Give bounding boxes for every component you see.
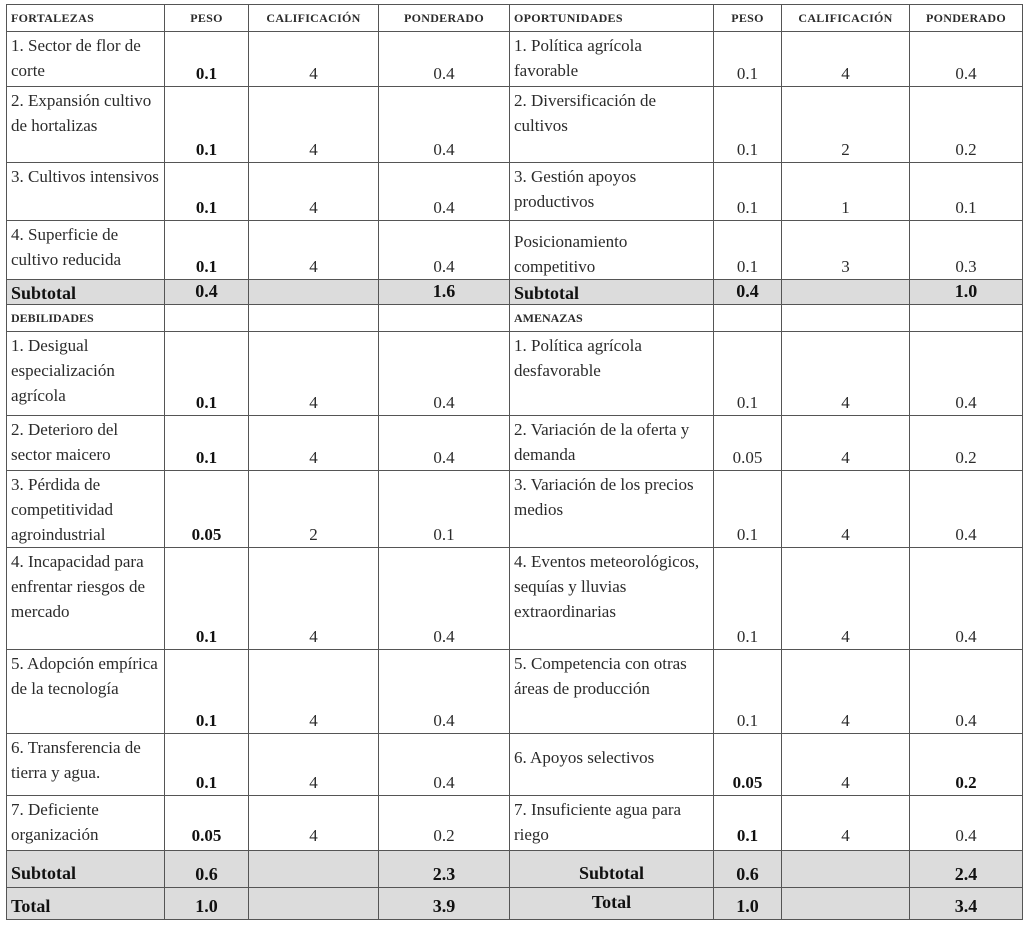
- subtotal-peso: 0.4: [714, 280, 782, 305]
- fortaleza-peso: 0.1: [165, 163, 249, 221]
- oportunidad-label: 2. Diversificación de cultivos: [510, 87, 714, 163]
- amenaza-ponderado: 0.2: [910, 416, 1023, 471]
- debilidad-peso: 0.05: [165, 471, 249, 548]
- amenaza-ponderado: 0.4: [910, 796, 1023, 851]
- fortaleza-calificacion: 4: [249, 87, 379, 163]
- amenaza-calificacion: 4: [782, 548, 910, 650]
- subtotal-ponderado: 2.4: [910, 851, 1023, 888]
- calificacion-header: CALIFICACIÓN: [782, 5, 910, 32]
- oportunidad-calificacion: 4: [782, 32, 910, 87]
- subtotal-row: [7, 851, 1023, 888]
- fortaleza-label: 1. Sector de flor de corte: [7, 32, 165, 87]
- oportunidad-label: Posicionamiento competitivo: [510, 221, 714, 280]
- table-row: [7, 734, 1023, 796]
- oportunidades-header: OPORTUNIDADES: [510, 5, 714, 32]
- amenaza-peso: 0.1: [714, 332, 782, 416]
- empty-cell: [910, 305, 1023, 332]
- empty-cell: [165, 305, 249, 332]
- amenaza-label: 6. Apoyos selectivos: [510, 734, 714, 796]
- subtotal-label: Subtotal: [7, 851, 165, 888]
- debilidad-label: 1. Desigual especialización agrícola: [7, 332, 165, 416]
- table-row: [7, 87, 1023, 163]
- amenazas-header: AMENAZAS: [510, 305, 714, 332]
- amenaza-label: 1. Política agrícola desfavorable: [510, 332, 714, 416]
- subtotal-peso: 0.6: [714, 851, 782, 888]
- amenaza-label: 3. Variación de los precios medios: [510, 471, 714, 548]
- empty-cell: [249, 305, 379, 332]
- amenaza-calificacion: 4: [782, 796, 910, 851]
- debilidad-calificacion: 4: [249, 416, 379, 471]
- debilidad-peso: 0.1: [165, 548, 249, 650]
- debilidad-ponderado: 0.4: [379, 650, 510, 734]
- oportunidad-calificacion: 3: [782, 221, 910, 280]
- amenaza-calificacion: 4: [782, 471, 910, 548]
- amenaza-label: 4. Eventos meteorológicos, sequías y lluvias extraordinarias: [510, 548, 714, 650]
- amenaza-peso: 0.1: [714, 548, 782, 650]
- total-calificacion-empty: [249, 888, 379, 920]
- empty-cell: [379, 305, 510, 332]
- subtotal-ponderado: 1.6: [379, 280, 510, 305]
- debilidad-ponderado: 0.4: [379, 332, 510, 416]
- debilidad-ponderado: 0.4: [379, 548, 510, 650]
- debilidad-ponderado: 0.1: [379, 471, 510, 548]
- oportunidad-calificacion: 2: [782, 87, 910, 163]
- fortalezas-header: FORTALEZAS: [7, 5, 165, 32]
- debilidad-label: 7. Deficiente organización: [7, 796, 165, 851]
- oportunidad-calificacion: 1: [782, 163, 910, 221]
- oportunidad-label: 1. Política agrícola favorable: [510, 32, 714, 87]
- table-row: [7, 332, 1023, 416]
- table-row: [7, 221, 1023, 280]
- debilidad-peso: 0.1: [165, 416, 249, 471]
- debilidad-calificacion: 4: [249, 734, 379, 796]
- debilidad-calificacion: 4: [249, 332, 379, 416]
- amenaza-peso: 0.1: [714, 796, 782, 851]
- table-row: [7, 650, 1023, 734]
- debilidad-peso: 0.1: [165, 332, 249, 416]
- oportunidad-ponderado: 0.1: [910, 163, 1023, 221]
- empty-cell: [782, 305, 910, 332]
- subtotal-row: [7, 280, 1023, 305]
- fortaleza-label: 2. Expansión cultivo de hortalizas: [7, 87, 165, 163]
- amenaza-label: 2. Variación de la oferta y demanda: [510, 416, 714, 471]
- debilidad-peso: 0.05: [165, 796, 249, 851]
- total-peso: 1.0: [165, 888, 249, 920]
- oportunidad-label: 3. Gestión apoyos productivos: [510, 163, 714, 221]
- table-row: [7, 471, 1023, 548]
- amenaza-label: 5. Competencia con otras áreas de producción: [510, 650, 714, 734]
- fortaleza-label: 3. Cultivos intensivos: [7, 163, 165, 221]
- amenaza-calificacion: 4: [782, 332, 910, 416]
- fortaleza-ponderado: 0.4: [379, 163, 510, 221]
- amenaza-peso: 0.1: [714, 471, 782, 548]
- debilidad-peso: 0.1: [165, 734, 249, 796]
- subtotal-ponderado: 1.0: [910, 280, 1023, 305]
- oportunidad-ponderado: 0.4: [910, 32, 1023, 87]
- subtotal-label: Subtotal: [510, 280, 714, 305]
- oportunidad-peso: 0.1: [714, 87, 782, 163]
- table-row: [7, 32, 1023, 87]
- debilidad-ponderado: 0.2: [379, 796, 510, 851]
- oportunidad-ponderado: 0.2: [910, 87, 1023, 163]
- amenaza-ponderado: 0.4: [910, 650, 1023, 734]
- debilidad-label: 2. Deterioro del sector maicero: [7, 416, 165, 471]
- swot-matrix-table: [6, 4, 1023, 920]
- fortaleza-ponderado: 0.4: [379, 32, 510, 87]
- total-peso: 1.0: [714, 888, 782, 920]
- subtotal-ponderado: 2.3: [379, 851, 510, 888]
- fortaleza-ponderado: 0.4: [379, 87, 510, 163]
- total-row: [7, 888, 1023, 920]
- amenaza-ponderado: 0.4: [910, 548, 1023, 650]
- fortaleza-calificacion: 4: [249, 163, 379, 221]
- total-ponderado: 3.4: [910, 888, 1023, 920]
- table-row: [7, 416, 1023, 471]
- debilidad-label: 3. Pérdida de competitividad agroindustrial: [7, 471, 165, 548]
- subtotal-peso: 0.6: [165, 851, 249, 888]
- debilidad-calificacion: 4: [249, 650, 379, 734]
- ponderado-header: PONDERADO: [910, 5, 1023, 32]
- table-row: [7, 548, 1023, 650]
- peso-header: PESO: [714, 5, 782, 32]
- subtotal-label: Subtotal: [7, 280, 165, 305]
- fortaleza-calificacion: 4: [249, 32, 379, 87]
- debilidad-label: 6. Transferencia de tierra y agua.: [7, 734, 165, 796]
- debilidad-calificacion: 4: [249, 548, 379, 650]
- fortaleza-peso: 0.1: [165, 32, 249, 87]
- subtotal-calificacion-empty: [249, 851, 379, 888]
- amenaza-calificacion: 4: [782, 734, 910, 796]
- debilidad-calificacion: 4: [249, 796, 379, 851]
- amenaza-ponderado: 0.4: [910, 332, 1023, 416]
- amenaza-ponderado: 0.2: [910, 734, 1023, 796]
- debilidad-peso: 0.1: [165, 650, 249, 734]
- table-row: [7, 796, 1023, 851]
- oportunidad-peso: 0.1: [714, 32, 782, 87]
- fortaleza-ponderado: 0.4: [379, 221, 510, 280]
- section-header-row: [7, 305, 1023, 332]
- amenaza-calificacion: 4: [782, 416, 910, 471]
- debilidad-label: 4. Incapacidad para enfrentar riesgos de mercado: [7, 548, 165, 650]
- amenaza-peso: 0.05: [714, 734, 782, 796]
- table-row: [7, 163, 1023, 221]
- fortaleza-calificacion: 4: [249, 221, 379, 280]
- subtotal-label: Subtotal: [510, 851, 714, 888]
- fortaleza-peso: 0.1: [165, 221, 249, 280]
- amenaza-ponderado: 0.4: [910, 471, 1023, 548]
- ponderado-header: PONDERADO: [379, 5, 510, 32]
- oportunidad-peso: 0.1: [714, 221, 782, 280]
- subtotal-calificacion-empty: [782, 851, 910, 888]
- total-label: Total: [510, 888, 714, 920]
- fortaleza-peso: 0.1: [165, 87, 249, 163]
- peso-header: PESO: [165, 5, 249, 32]
- debilidad-ponderado: 0.4: [379, 416, 510, 471]
- subtotal-peso: 0.4: [165, 280, 249, 305]
- empty-cell: [714, 305, 782, 332]
- debilidad-calificacion: 2: [249, 471, 379, 548]
- header-row: [7, 5, 1023, 32]
- amenaza-label: 7. Insuficiente agua para riego: [510, 796, 714, 851]
- subtotal-calificacion-empty: [782, 280, 910, 305]
- calificacion-header: CALIFICACIÓN: [249, 5, 379, 32]
- subtotal-calificacion-empty: [249, 280, 379, 305]
- debilidad-ponderado: 0.4: [379, 734, 510, 796]
- total-label: Total: [7, 888, 165, 920]
- oportunidad-ponderado: 0.3: [910, 221, 1023, 280]
- oportunidad-peso: 0.1: [714, 163, 782, 221]
- debilidades-header: DEBILIDADES: [7, 305, 165, 332]
- amenaza-peso: 0.05: [714, 416, 782, 471]
- total-calificacion-empty: [782, 888, 910, 920]
- debilidad-label: 5. Adopción empírica de la tecnología: [7, 650, 165, 734]
- amenaza-calificacion: 4: [782, 650, 910, 734]
- total-ponderado: 3.9: [379, 888, 510, 920]
- fortaleza-label: 4. Superficie de cultivo reducida: [7, 221, 165, 280]
- amenaza-peso: 0.1: [714, 650, 782, 734]
